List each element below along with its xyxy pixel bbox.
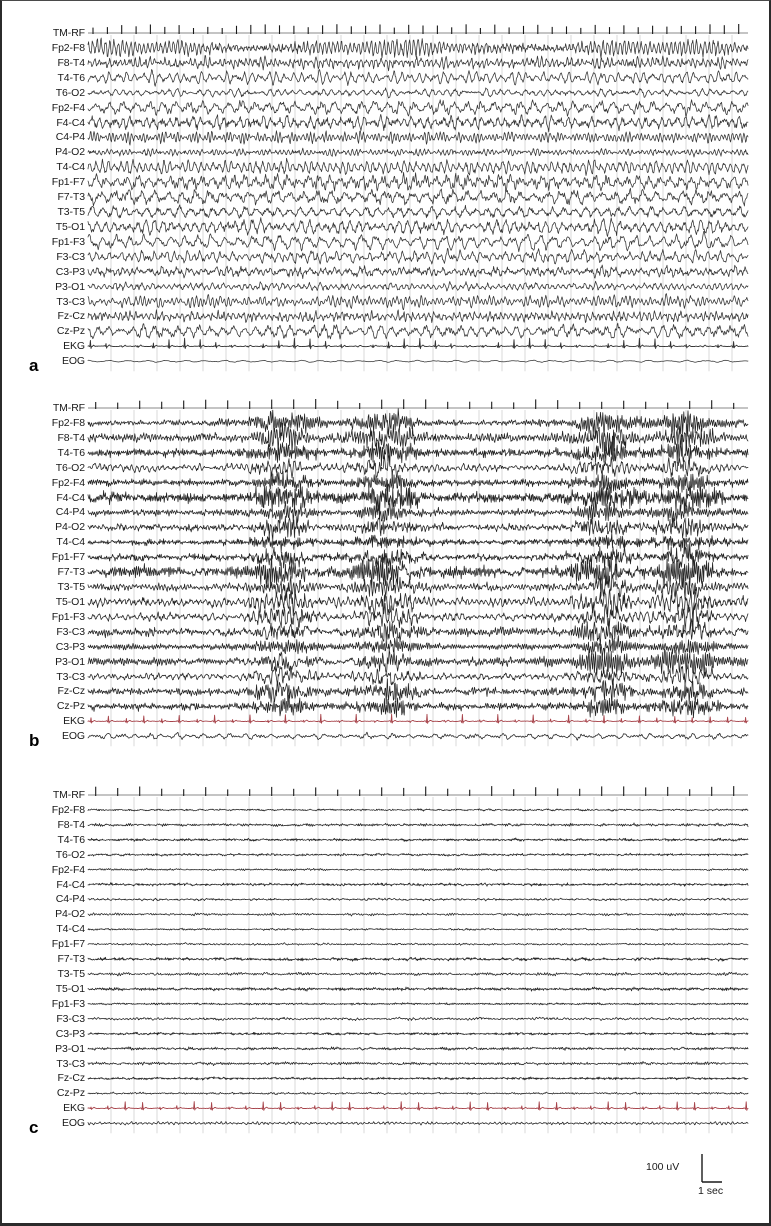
channel-trace-eog — [88, 1122, 748, 1126]
time-gridlines — [111, 410, 732, 746]
channel-trace-t3-c3 — [88, 664, 748, 686]
channel-trace-p3-o1 — [88, 1047, 748, 1051]
channel-trace-c4-p4 — [88, 898, 748, 901]
channel-label-t3-c3: T3-C3 — [56, 1057, 85, 1070]
channel-trace-p4-o2 — [88, 514, 748, 540]
channel-label-tm-rf: TM-RF — [52, 401, 85, 414]
channel-trace-p3-o1 — [88, 649, 748, 675]
channel-label-t5-o1: T5-O1 — [55, 982, 85, 995]
channel-label-fp2-f4: Fp2-F4 — [51, 476, 85, 489]
eeg-panel-a — [2, 23, 771, 387]
channel-trace-f8-t4 — [88, 823, 748, 827]
channel-trace-p3-o1 — [88, 281, 748, 291]
channel-label-fz-cz: Fz-Cz — [57, 310, 85, 323]
eeg-panel-b — [2, 398, 771, 762]
channel-label-eog: EOG — [61, 1116, 85, 1129]
channel-trace-p4-o2 — [88, 148, 748, 157]
channel-label-ekg: EKG — [63, 340, 85, 353]
channel-label-fp1-f7: Fp1-F7 — [51, 550, 85, 563]
channel-label-fp2-f4: Fp2-F4 — [51, 101, 85, 114]
channel-label-p4-o2: P4-O2 — [55, 146, 85, 159]
channel-label-eog: EOG — [61, 729, 85, 742]
channel-label-eog: EOG — [61, 354, 85, 367]
channel-label-c3-p3: C3-P3 — [55, 1027, 85, 1040]
channel-trace-fp2-f4 — [88, 470, 748, 494]
channel-trace-t4-t6 — [88, 437, 748, 466]
channel-label-f4-c4: F4-C4 — [56, 491, 85, 504]
channel-trace-fp1-f7 — [88, 943, 748, 946]
scale-bar-time-label: 1 sec — [698, 1185, 724, 1197]
channel-label-f8-t4: F8-T4 — [57, 56, 85, 69]
channel-label-f3-c3: F3-C3 — [56, 625, 85, 638]
channel-trace-t5-o1 — [88, 987, 748, 991]
channel-label-t4-c4: T4-C4 — [56, 536, 85, 549]
channel-label-fp2-f8: Fp2-F8 — [51, 416, 85, 429]
channel-trace-t6-o2 — [88, 88, 748, 98]
channel-trace-fp2-f8 — [88, 38, 748, 58]
channel-trace-c4-p4 — [88, 501, 748, 525]
channel-trace-f3-c3 — [88, 618, 748, 645]
time-gridlines — [111, 797, 732, 1133]
channel-trace-cz-pz — [88, 323, 748, 339]
channel-label-ekg: EKG — [63, 1102, 85, 1115]
channel-trace-f4-c4 — [88, 114, 748, 131]
channel-trace-fp2-f4 — [88, 100, 748, 117]
channel-label-fp2-f8: Fp2-F8 — [51, 41, 85, 54]
channel-label-p4-o2: P4-O2 — [55, 521, 85, 534]
channel-label-fp2-f8: Fp2-F8 — [51, 803, 85, 816]
channel-trace-fz-cz — [88, 679, 748, 706]
channel-trace-t3-t5 — [88, 972, 748, 976]
panel-letter-c: c — [29, 1118, 39, 1138]
channel-trace-t4-t6 — [88, 70, 748, 87]
channel-label-c4-p4: C4-P4 — [55, 131, 85, 144]
channel-label-fp1-f3: Fp1-F3 — [51, 997, 85, 1010]
channel-trace-cz-pz — [88, 695, 748, 718]
channel-label-c4-p4: C4-P4 — [55, 506, 85, 519]
channel-label-f7-t3: F7-T3 — [57, 565, 85, 578]
channel-trace-f8-t4 — [88, 56, 748, 71]
channel-trace-f4-c4 — [88, 883, 748, 887]
channel-label-fz-cz: Fz-Cz — [57, 685, 85, 698]
channel-label-f8-t4: F8-T4 — [57, 818, 85, 831]
channel-trace-t6-o2 — [88, 455, 748, 478]
channel-trace-p4-o2 — [88, 913, 748, 916]
channel-label-fp1-f7: Fp1-F7 — [51, 937, 85, 950]
channel-trace-tm-rf — [88, 24, 748, 34]
channel-trace-tm-rf — [88, 786, 748, 796]
channel-label-t4-t6: T4-T6 — [57, 446, 85, 459]
channel-trace-ekg — [88, 1102, 748, 1111]
channel-trace-c3-p3 — [88, 265, 748, 279]
channel-trace-fp2-f8 — [88, 809, 748, 812]
channel-trace-eog — [88, 732, 748, 740]
channel-label-t6-o2: T6-O2 — [55, 848, 85, 861]
channel-label-p3-o1: P3-O1 — [55, 280, 85, 293]
channel-label-t3-c3: T3-C3 — [56, 670, 85, 683]
channel-label-fp1-f3: Fp1-F3 — [51, 235, 85, 248]
channel-label-t4-c4: T4-C4 — [56, 161, 85, 174]
channel-trace-f4-c4 — [88, 480, 748, 515]
eeg-panel-c — [2, 785, 771, 1149]
channel-label-t6-o2: T6-O2 — [55, 461, 85, 474]
channel-label-cz-pz: Cz-Pz — [56, 325, 85, 338]
panel-letter-b: b — [29, 731, 40, 751]
time-gridlines — [111, 35, 732, 371]
channel-label-ekg: EKG — [63, 715, 85, 728]
channel-trace-cz-pz — [88, 1092, 748, 1095]
channel-trace-t5-o1 — [88, 218, 748, 237]
channel-label-f7-t3: F7-T3 — [57, 190, 85, 203]
channel-trace-eog — [88, 360, 748, 362]
channel-trace-tm-rf — [88, 399, 748, 409]
channel-trace-ekg — [88, 714, 748, 723]
channel-trace-t3-c3 — [88, 1061, 748, 1065]
channel-label-fz-cz: Fz-Cz — [57, 1072, 85, 1085]
channel-trace-fp1-f3 — [88, 602, 748, 630]
channel-label-f3-c3: F3-C3 — [56, 250, 85, 263]
scale-bar — [646, 1150, 724, 1201]
channel-trace-fz-cz — [88, 1077, 748, 1081]
channel-label-t5-o1: T5-O1 — [55, 220, 85, 233]
channel-label-tm-rf: TM-RF — [52, 26, 85, 39]
channel-label-p3-o1: P3-O1 — [55, 1042, 85, 1055]
channel-label-p3-o1: P3-O1 — [55, 655, 85, 668]
channel-trace-f3-c3 — [88, 1017, 748, 1021]
channel-label-t4-t6: T4-T6 — [57, 71, 85, 84]
channel-label-c3-p3: C3-P3 — [55, 640, 85, 653]
channel-label-cz-pz: Cz-Pz — [56, 700, 85, 713]
channel-label-c4-p4: C4-P4 — [55, 893, 85, 906]
channel-trace-t4-c4 — [88, 928, 748, 930]
channel-label-c3-p3: C3-P3 — [55, 265, 85, 278]
channel-trace-t3-t5 — [88, 205, 748, 219]
channel-label-t4-t6: T4-T6 — [57, 833, 85, 846]
channel-label-tm-rf: TM-RF — [52, 788, 85, 801]
channel-label-f3-c3: F3-C3 — [56, 1012, 85, 1025]
channel-trace-f7-t3 — [88, 188, 748, 206]
channel-trace-t4-t6 — [88, 838, 748, 842]
channel-label-t3-t5: T3-T5 — [57, 967, 85, 980]
channel-label-t3-t5: T3-T5 — [57, 580, 85, 593]
channel-label-fp2-f4: Fp2-F4 — [51, 863, 85, 876]
channel-trace-t4-c4 — [88, 533, 748, 553]
channel-trace-c4-p4 — [88, 131, 748, 145]
channel-trace-ekg — [88, 338, 748, 349]
channel-trace-fp1-f3 — [88, 1003, 748, 1006]
channel-label-t3-t5: T3-T5 — [57, 205, 85, 218]
channel-trace-f3-c3 — [88, 248, 748, 264]
channel-label-f7-t3: F7-T3 — [57, 952, 85, 965]
channel-label-t5-o1: T5-O1 — [55, 595, 85, 608]
channel-label-t4-c4: T4-C4 — [56, 923, 85, 936]
channel-label-f4-c4: F4-C4 — [56, 878, 85, 891]
scale-bar-amplitude-label: 100 uV — [646, 1161, 680, 1173]
channel-label-f4-c4: F4-C4 — [56, 116, 85, 129]
channel-label-fp1-f7: Fp1-F7 — [51, 175, 85, 188]
eeg-traces-c — [2, 785, 771, 1149]
channel-trace-c3-p3 — [88, 636, 748, 659]
channel-label-f8-t4: F8-T4 — [57, 431, 85, 444]
channel-trace-t6-o2 — [88, 853, 748, 856]
panel-letter-a: a — [29, 356, 39, 376]
channel-label-t3-c3: T3-C3 — [56, 295, 85, 308]
channel-label-t6-o2: T6-O2 — [55, 86, 85, 99]
channel-label-p4-o2: P4-O2 — [55, 908, 85, 921]
channel-trace-t4-c4 — [88, 158, 748, 175]
channel-label-cz-pz: Cz-Pz — [56, 1087, 85, 1100]
eeg-traces-a — [2, 23, 771, 387]
channel-trace-fp1-f3 — [88, 231, 748, 251]
channel-trace-t3-t5 — [88, 576, 748, 600]
channel-trace-fp1-f7 — [88, 172, 748, 191]
channel-trace-fp2-f4 — [88, 868, 748, 871]
eeg-traces-b — [2, 398, 771, 762]
channel-trace-t3-c3 — [88, 294, 748, 310]
channel-label-fp1-f3: Fp1-F3 — [51, 610, 85, 623]
channel-trace-fz-cz — [88, 310, 748, 323]
channel-trace-c3-p3 — [88, 1032, 748, 1035]
channel-trace-f7-t3 — [88, 957, 748, 961]
